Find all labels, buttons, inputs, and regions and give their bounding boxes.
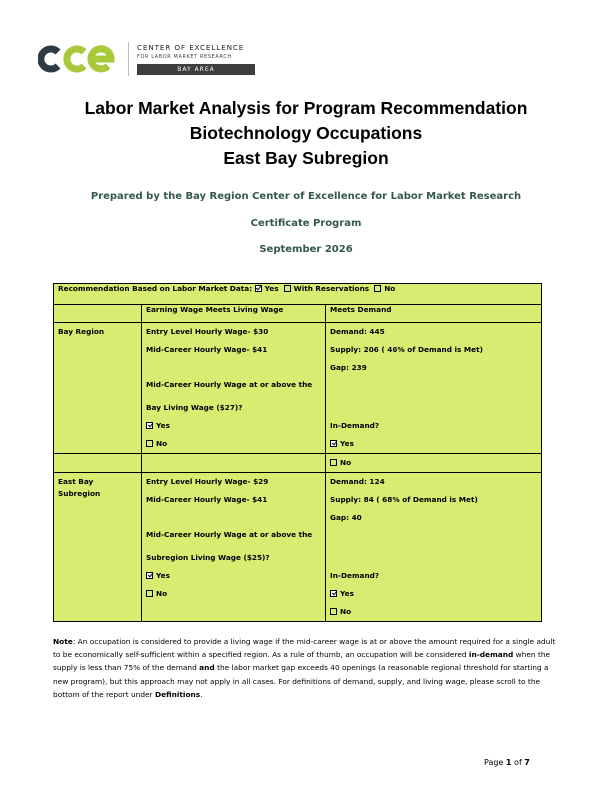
in-demand-question: In-Demand? bbox=[330, 421, 380, 430]
demand-no-checkbox[interactable] bbox=[330, 459, 337, 466]
living-wage-question: Mid-Career Hourly Wage at or above the bbox=[146, 380, 313, 389]
recommendation-cell bbox=[54, 284, 542, 305]
col-header-blank bbox=[54, 305, 142, 323]
wage-cell bbox=[142, 323, 326, 454]
wage-cell bbox=[142, 473, 326, 622]
recommendation-row bbox=[54, 284, 542, 305]
prepared-by: Prepared by the Bay Region Center of Excellence for Labor Market Research bbox=[90, 191, 522, 202]
demand-no-label: No bbox=[340, 458, 352, 467]
wage-no-checkbox[interactable] bbox=[146, 590, 153, 597]
logo-line-1: CENTER OF EXCELLENCE bbox=[137, 43, 245, 52]
wage-yes-label: Yes bbox=[156, 421, 170, 430]
living-wage-threshold: Bay Living Wage ($27)? bbox=[146, 403, 243, 412]
recommendation-table bbox=[53, 283, 542, 622]
coe-logo bbox=[38, 40, 258, 80]
logo-line-3: BAY AREA bbox=[137, 64, 255, 75]
wage-yes-checkbox[interactable] bbox=[146, 572, 153, 579]
title-line-1: Labor Market Analysis for Program Recommendation bbox=[84, 98, 528, 118]
demand-yes-checkbox[interactable] bbox=[330, 440, 337, 447]
note-text-1: : An occupation is considered to provide a living wage if the mid-career wage is at or above the amount required for a single adult to be economically self-sufficient within a specified region. As a rule of thumb, an occupation will be considered bbox=[53, 637, 556, 660]
title-line-2: Biotechnology Occupations bbox=[189, 123, 423, 143]
wage-yes-label: Yes bbox=[156, 571, 170, 580]
logo-line-2: FOR LABOR MARKET RESEARCH bbox=[137, 54, 232, 60]
gap-value: Gap: 239 bbox=[330, 363, 367, 372]
rec-no-checkbox[interactable] bbox=[374, 285, 381, 292]
definitions-note bbox=[53, 635, 563, 701]
demand-value: Demand: 445 bbox=[330, 327, 385, 336]
in-demand-question: In-Demand? bbox=[330, 571, 380, 580]
column-header-row bbox=[54, 305, 542, 323]
logo-divider bbox=[128, 42, 129, 76]
demand-value: Demand: 124 bbox=[330, 477, 385, 486]
wage-yes-checkbox[interactable] bbox=[146, 422, 153, 429]
rec-reservations-checkbox[interactable] bbox=[284, 285, 291, 292]
demand-yes-checkbox[interactable] bbox=[330, 590, 337, 597]
coe-logo-mark bbox=[38, 44, 120, 74]
col-header-wage: Earning Wage Meets Living Wage bbox=[142, 305, 326, 323]
footer-of-word: of bbox=[511, 758, 525, 767]
entry-wage: Entry Level Hourly Wage- $29 bbox=[146, 477, 269, 486]
note-bold-and: and bbox=[199, 663, 215, 673]
rec-no-label: No bbox=[384, 284, 396, 293]
recommendation-label: Recommendation Based on Labor Market Data: bbox=[58, 284, 253, 293]
report-title bbox=[0, 96, 612, 171]
living-wage-threshold: Subregion Living Wage ($25)? bbox=[146, 553, 270, 562]
table-row bbox=[54, 473, 542, 622]
region-cell bbox=[54, 473, 142, 622]
note-bold-definitions: Definitions bbox=[154, 689, 201, 699]
living-wage-question: Mid-Career Hourly Wage at or above the bbox=[146, 530, 313, 539]
footer-page-total: 7 bbox=[524, 758, 530, 767]
program-type: Certificate Program bbox=[250, 218, 362, 229]
supply-value: Supply: 206 ( 46% of Demand is Met) bbox=[330, 345, 483, 354]
note-text-3: the labor market gap exceeds 40 openings (a reasonable regional threshold for starting a new program), but this approach may not apply in all cases. For definitions of demand, supply, and living wage, please scroll to the bottom of the report under bbox=[53, 663, 549, 699]
region-name: Bay Region bbox=[58, 327, 105, 336]
region-name: East Bay Subregion bbox=[58, 477, 101, 498]
demand-yes-label: Yes bbox=[340, 589, 354, 598]
col-header-demand: Meets Demand bbox=[326, 305, 542, 323]
wage-no-checkbox[interactable] bbox=[146, 440, 153, 447]
demand-cell bbox=[326, 323, 542, 454]
table-row bbox=[54, 323, 542, 454]
note-text-4: . bbox=[200, 689, 203, 699]
footer-page-number: 1 bbox=[505, 758, 512, 767]
title-line-3: East Bay Subregion bbox=[223, 148, 389, 168]
gap-value: Gap: 40 bbox=[330, 513, 362, 522]
region-cell bbox=[54, 323, 142, 454]
report-date: September 2026 bbox=[259, 244, 353, 255]
mid-wage: Mid-Career Hourly Wage- $41 bbox=[146, 495, 268, 504]
note-label: Note bbox=[53, 637, 73, 646]
supply-value: Supply: 84 ( 68% of Demand is Met) bbox=[330, 495, 478, 504]
wage-no-label: No bbox=[156, 589, 168, 598]
mid-wage: Mid-Career Hourly Wage- $41 bbox=[146, 345, 268, 354]
page-footer bbox=[484, 758, 530, 767]
wage-no-label: No bbox=[156, 439, 168, 448]
demand-no-checkbox[interactable] bbox=[330, 608, 337, 615]
demand-no-label: No bbox=[340, 607, 352, 616]
footer-page-word: Page bbox=[484, 758, 506, 767]
rec-yes-label: Yes bbox=[264, 284, 279, 293]
note-text-2: when the supply is less than 75% of the demand bbox=[53, 650, 551, 673]
rec-reservations-label: With Reservations bbox=[293, 284, 370, 293]
note-bold-in-demand: in-demand bbox=[468, 650, 514, 660]
demand-yes-label: Yes bbox=[340, 439, 354, 448]
entry-wage: Entry Level Hourly Wage- $30 bbox=[146, 327, 269, 336]
demand-cell bbox=[326, 473, 542, 622]
rec-yes-checkbox[interactable] bbox=[255, 285, 262, 292]
